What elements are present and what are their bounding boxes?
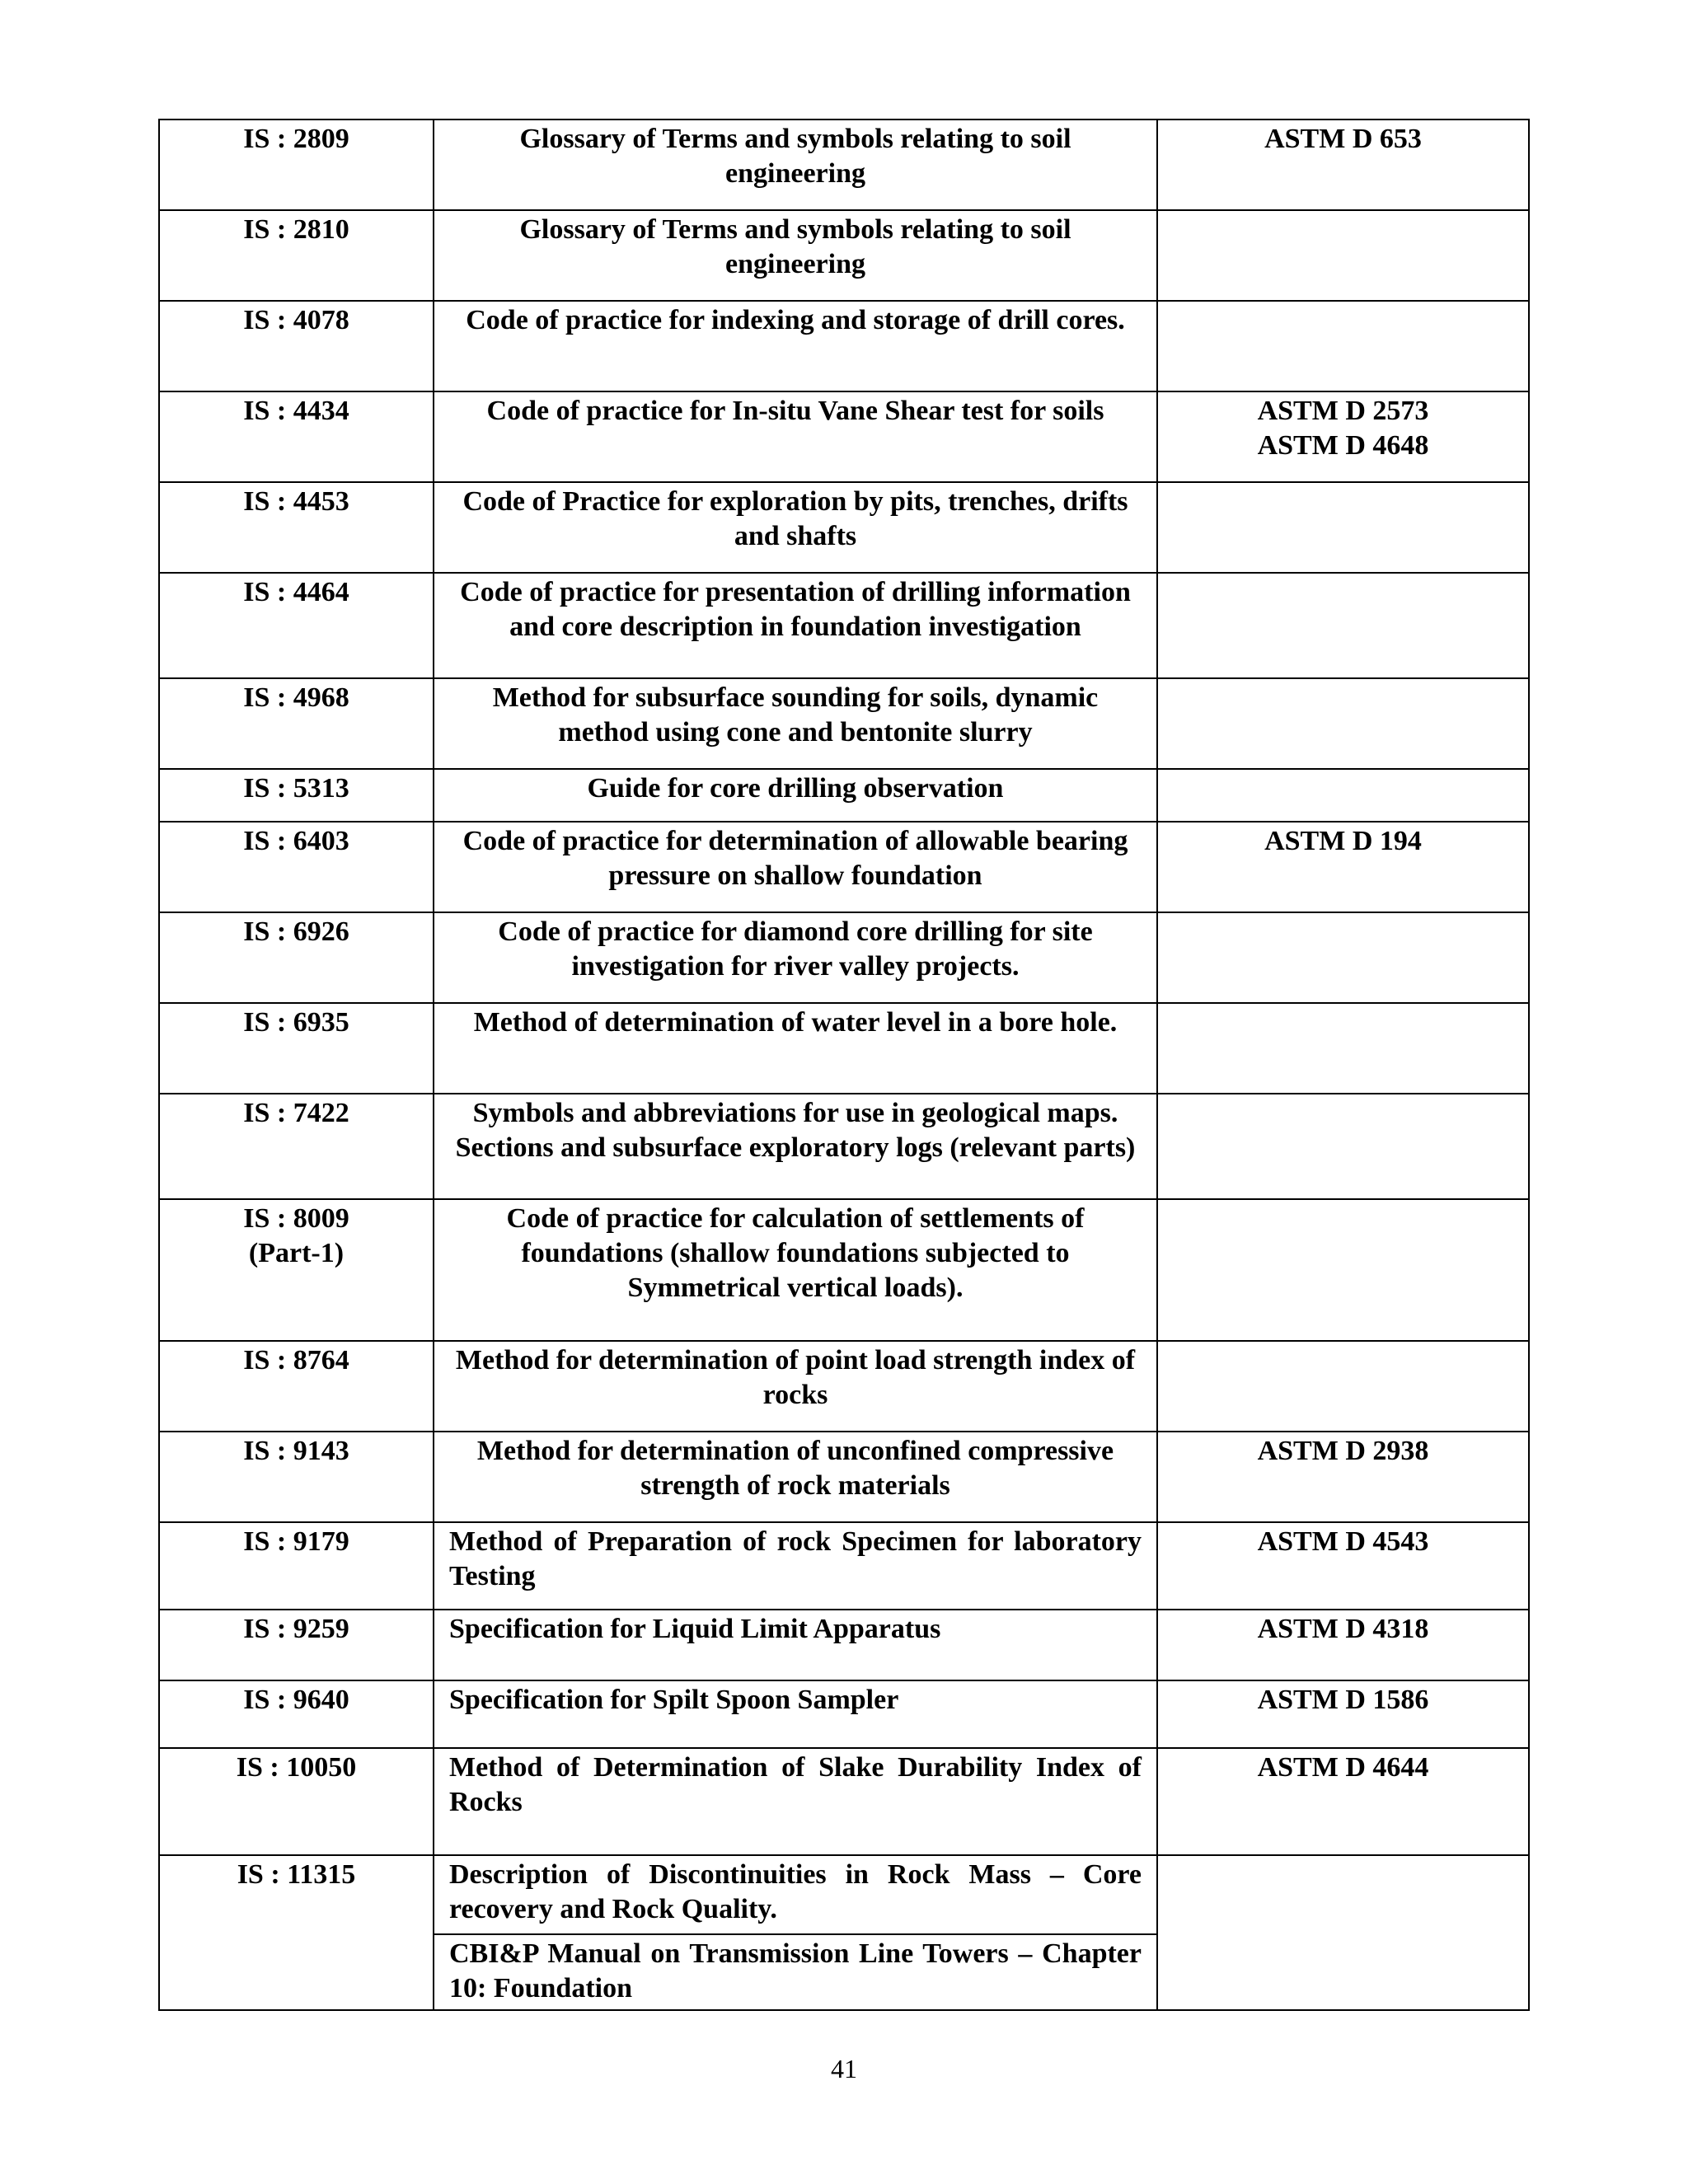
title-cell [434, 678, 1157, 769]
table-row [159, 1094, 1529, 1199]
standard-title: Glossary of Terms and symbols relating to soil engineering [519, 214, 1071, 279]
standard-title: Code of practice for calculation of settlements of foundations (shallow foundations subjected to Symmetrical vertical loads). [506, 1203, 1085, 1303]
is-code-cell [159, 1522, 434, 1610]
is-code: IS : 4968 [243, 682, 349, 713]
table-row [159, 120, 1529, 210]
standard-title: Method of Preparation of rock Specimen for laboratory Testing [449, 1526, 1142, 1591]
is-code-cell [159, 301, 434, 391]
standard-title: Specification for Spilt Spoon Sampler [449, 1685, 899, 1715]
title-cell [434, 1855, 1157, 1934]
astm-cell [1157, 1610, 1529, 1680]
astm-cell [1157, 1094, 1529, 1199]
is-code-cell [159, 120, 434, 210]
is-code-cell [159, 1199, 434, 1341]
table-row [159, 1855, 1529, 1934]
astm-cell [1157, 769, 1529, 822]
is-code: IS : 4434 [243, 396, 349, 426]
table-row [159, 391, 1529, 482]
table-row [159, 210, 1529, 301]
standard-title: Method of Determination of Slake Durability Index of Rocks [449, 1752, 1142, 1817]
table-body-last [159, 1855, 1529, 2010]
astm-cell [1157, 1199, 1529, 1341]
title-cell [434, 769, 1157, 822]
is-code: IS : 11315 [237, 1859, 356, 1890]
is-code: IS : 4078 [243, 305, 349, 335]
astm-code: ASTM D 4543 [1257, 1526, 1429, 1557]
table-row [159, 301, 1529, 391]
title-cell [434, 1432, 1157, 1522]
standard-title: Method for subsurface sounding for soils, dynamic method using cone and bentonite slurry [492, 682, 1099, 748]
is-code-cell [159, 678, 434, 769]
astm-cell [1157, 678, 1529, 769]
title-cell [434, 1341, 1157, 1432]
astm-cell [1157, 391, 1529, 482]
table-row [159, 769, 1529, 822]
is-code-cell [159, 1748, 434, 1855]
astm-code: ASTM D 2938 [1257, 1436, 1429, 1466]
title-cell [434, 1680, 1157, 1748]
table-row [159, 822, 1529, 912]
standard-title: Method for determination of point load strength index of rocks [455, 1345, 1136, 1410]
title-cell [434, 1094, 1157, 1199]
is-code: IS : 9640 [243, 1685, 349, 1715]
table-row [159, 1341, 1529, 1432]
is-code-cell [159, 769, 434, 822]
astm-cell [1157, 573, 1529, 678]
is-code: IS : 5313 [243, 773, 349, 804]
is-code: IS : 8764 [243, 1345, 349, 1376]
is-code-cell [159, 822, 434, 912]
standard-title: Code of practice for indexing and storage of drill cores. [466, 305, 1125, 335]
astm-code: ASTM D 4644 [1257, 1752, 1429, 1783]
astm-cell [1157, 1432, 1529, 1522]
is-code-cell [159, 1094, 434, 1199]
standard-title: Code of practice for determination of allowable bearing pressure on shallow foundation [462, 826, 1128, 891]
astm-cell [1157, 1680, 1529, 1748]
standard-title: Method for determination of unconfined compressive strength of rock materials [476, 1436, 1114, 1501]
table-row [159, 1610, 1529, 1680]
astm-cell [1157, 1748, 1529, 1855]
astm-code: ASTM D 4648 [1257, 430, 1429, 461]
standard-title: Specification for Liquid Limit Apparatus [449, 1614, 941, 1644]
astm-cell [1157, 1003, 1529, 1094]
astm-cell [1157, 482, 1529, 573]
is-code-cell [159, 1341, 434, 1432]
title-cell [434, 573, 1157, 678]
is-code-cell [159, 1432, 434, 1522]
title-cell [434, 1199, 1157, 1341]
is-code: IS : 9259 [243, 1614, 349, 1644]
title-cell [434, 301, 1157, 391]
astm-code: ASTM D 653 [1264, 124, 1422, 154]
standard-title: Code of Practice for exploration by pits, trenches, drifts and shafts [462, 486, 1128, 551]
title-cell [434, 391, 1157, 482]
astm-cell [1157, 912, 1529, 1003]
is-code-cell [159, 1610, 434, 1680]
table-row [159, 678, 1529, 769]
astm-code: ASTM D 4318 [1257, 1614, 1429, 1644]
is-code: IS : 9179 [243, 1526, 349, 1557]
title-cell [434, 1748, 1157, 1855]
standard-title: Method of determination of water level in a bore hole. [473, 1007, 1118, 1038]
title-cell [434, 1610, 1157, 1680]
is-code: IS : 8009 [243, 1203, 349, 1234]
page-number: 41 [831, 2054, 857, 2083]
astm-cell [1157, 1855, 1529, 2010]
standard-title: Symbols and abbreviations for use in geological maps. Sections and subsurface exploratory logs (relevant parts) [455, 1098, 1136, 1163]
is-code: IS : 7422 [243, 1098, 349, 1128]
standard-title: Glossary of Terms and symbols relating to soil engineering [519, 124, 1071, 189]
title-cell [434, 912, 1157, 1003]
table-row [159, 573, 1529, 678]
table-row [159, 1680, 1529, 1748]
is-code-cell [159, 573, 434, 678]
standard-title: Code of practice for presentation of drilling information and core description in foundation investigation [460, 577, 1131, 642]
is-code: IS : 2810 [243, 214, 349, 245]
table-row [159, 1199, 1529, 1341]
is-code: IS : 4453 [243, 486, 349, 517]
table-row [159, 1522, 1529, 1610]
table-row [159, 482, 1529, 573]
is-code: IS : 10050 [236, 1752, 357, 1783]
is-code-cell [159, 1855, 434, 2010]
is-code-cell [159, 210, 434, 301]
is-code: (Part-1) [248, 1238, 345, 1268]
is-code-cell [159, 482, 434, 573]
standard-title: Code of practice for In-situ Vane Shear test for soils [486, 396, 1104, 426]
astm-cell [1157, 822, 1529, 912]
astm-code: ASTM D 194 [1264, 826, 1422, 856]
astm-cell [1157, 1341, 1529, 1432]
table-row [159, 1432, 1529, 1522]
is-code: IS : 9143 [243, 1436, 349, 1466]
is-code: IS : 2809 [243, 124, 349, 154]
standard-title: Description of Discontinuities in Rock Mass – Core recovery and Rock Quality. [449, 1859, 1142, 1924]
title-cell [434, 1934, 1157, 2010]
is-code-cell [159, 1680, 434, 1748]
is-code: IS : 6935 [243, 1007, 349, 1038]
title-cell [434, 482, 1157, 573]
title-cell [434, 1522, 1157, 1610]
astm-code: ASTM D 2573 [1257, 396, 1429, 426]
astm-cell [1157, 120, 1529, 210]
title-cell [434, 822, 1157, 912]
is-code-cell [159, 1003, 434, 1094]
title-cell [434, 120, 1157, 210]
standard-title: CBI&P Manual on Transmission Line Towers – Chapter 10: Foundation [449, 1938, 1142, 2004]
is-code-cell [159, 391, 434, 482]
standard-title: Code of practice for diamond core drilling for site investigation for river valley projects. [498, 916, 1093, 982]
astm-cell [1157, 301, 1529, 391]
standards-table [158, 119, 1530, 2011]
title-cell [434, 210, 1157, 301]
standard-title: Guide for core drilling observation [587, 773, 1004, 804]
title-cell [434, 1003, 1157, 1094]
table-body [159, 120, 1529, 1855]
astm-code: ASTM D 1586 [1257, 1685, 1429, 1715]
astm-cell [1157, 1522, 1529, 1610]
astm-cell [1157, 210, 1529, 301]
is-code: IS : 6926 [243, 916, 349, 947]
table-row [159, 1003, 1529, 1094]
is-code: IS : 4464 [243, 577, 349, 607]
is-code: IS : 6403 [243, 826, 349, 856]
table-row [159, 1748, 1529, 1855]
is-code-cell [159, 912, 434, 1003]
table-row [159, 912, 1529, 1003]
